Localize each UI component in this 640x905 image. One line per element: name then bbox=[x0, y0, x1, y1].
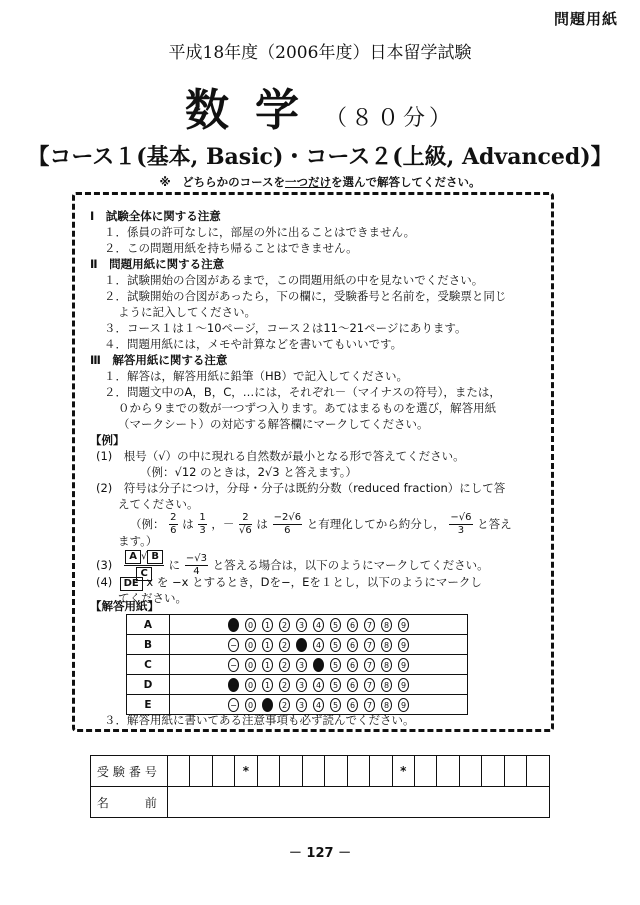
bubble[interactable]: 4 bbox=[313, 618, 324, 632]
page-number: － 127 － bbox=[288, 846, 352, 861]
section-3-title: Ⅲ 解答用紙に関する注意 bbox=[90, 353, 228, 367]
answer-row bbox=[127, 675, 468, 695]
fraction-denominator: 4 bbox=[193, 566, 200, 577]
subject-heading bbox=[0, 74, 640, 138]
exam-number-label: 受験番号 bbox=[91, 756, 168, 787]
bubble[interactable]: 9 bbox=[398, 678, 409, 692]
section-2-item-2: ２．試験開始の合図があったら，下の欄に，受験番号と名前を，受験票と同じ bbox=[104, 289, 507, 303]
example-2-fractions bbox=[130, 513, 512, 536]
exam-number-cell[interactable] bbox=[280, 756, 302, 787]
exam-number-cell[interactable] bbox=[212, 756, 234, 787]
bubble[interactable]: 3 bbox=[296, 658, 307, 672]
bubble[interactable]: 9 bbox=[398, 638, 409, 652]
exam-number-asterisk: * bbox=[235, 756, 257, 787]
fraction-denominator: 6 bbox=[284, 525, 291, 536]
label-de: DE bbox=[120, 577, 143, 591]
ex2-wa-2: は bbox=[256, 517, 268, 531]
bubble[interactable]: 2 bbox=[279, 698, 290, 712]
filled-bubble[interactable]: − bbox=[228, 618, 239, 632]
exam-number-cell[interactable] bbox=[482, 756, 504, 787]
answer-row-label: A bbox=[127, 615, 170, 635]
example-1: (1) 根号（√）の中に現れる自然数が最小となる形で答えてください。 bbox=[96, 449, 465, 463]
bubble[interactable]: 5 bbox=[330, 678, 341, 692]
exam-number-cell[interactable] bbox=[437, 756, 459, 787]
example-4-cont: てください。 bbox=[118, 591, 187, 605]
fraction-denominator: √6 bbox=[239, 525, 252, 536]
bubble[interactable]: 7 bbox=[364, 698, 375, 712]
bubble[interactable]: 0 bbox=[245, 638, 256, 652]
section-2-title: Ⅱ 問題用紙に関する注意 bbox=[90, 257, 225, 271]
section-2-item-3: ３．コース１は１〜10ページ，コース２は11〜21ページにあります。 bbox=[104, 321, 467, 335]
answer-row-label: C bbox=[127, 655, 170, 675]
bubble[interactable]: 3 bbox=[296, 678, 307, 692]
course-line: 【コース１(基本, Basic)・コース２(上級, Advanced)】 bbox=[27, 144, 613, 170]
section-1-item-1: １．係員の許可なしに，部屋の外に出ることはできません。 bbox=[104, 225, 416, 239]
exam-number-cell[interactable] bbox=[190, 756, 212, 787]
bubble[interactable]: 2 bbox=[279, 638, 290, 652]
fraction-2-root6 bbox=[239, 513, 252, 536]
bubble[interactable]: 7 bbox=[364, 618, 375, 632]
bubble[interactable]: 0 bbox=[245, 678, 256, 692]
bubble[interactable]: 2 bbox=[279, 658, 290, 672]
registration-table bbox=[90, 755, 550, 818]
example-4 bbox=[96, 574, 482, 591]
bubble[interactable]: 5 bbox=[330, 618, 341, 632]
bubble-cell bbox=[170, 635, 468, 655]
bubble[interactable]: 3 bbox=[296, 698, 307, 712]
example-title: 【例】 bbox=[90, 433, 125, 447]
bubble[interactable]: 1 bbox=[262, 678, 273, 692]
footer-note: ３．解答用紙に書いてある注意事項も必ず読んでください。 bbox=[104, 713, 415, 727]
fraction-numerator: −√6 bbox=[450, 512, 472, 523]
fraction-numerator: −√3 bbox=[185, 553, 207, 564]
fraction-numerator: 1 bbox=[199, 512, 206, 523]
ex2-mid: と有理化してから約分し， bbox=[306, 517, 445, 531]
exam-number-cell[interactable] bbox=[414, 756, 436, 787]
exam-title: 平成18年度（2006年度）日本留学試験 bbox=[168, 43, 472, 63]
bubble[interactable]: 5 bbox=[330, 698, 341, 712]
choose-note-suffix: を選んで解答してください。 bbox=[331, 175, 481, 189]
label-b: B bbox=[147, 550, 163, 564]
answer-row-label: D bbox=[127, 675, 170, 695]
exam-number-cell[interactable] bbox=[527, 756, 550, 787]
bubble[interactable]: 4 bbox=[313, 678, 324, 692]
corner-label: 問題用紙 bbox=[553, 10, 618, 28]
choose-note bbox=[0, 174, 640, 190]
answer-row-label: B bbox=[127, 635, 170, 655]
bubble-cell bbox=[170, 675, 468, 695]
bubble[interactable]: 1 bbox=[262, 618, 273, 632]
fraction-numerator: −2√6 bbox=[273, 512, 302, 523]
filled-bubble[interactable]: 1 bbox=[262, 698, 273, 712]
bubble[interactable]: 5 bbox=[330, 658, 341, 672]
answer-row bbox=[127, 615, 468, 635]
exam-number-asterisk: * bbox=[392, 756, 414, 787]
answer-row bbox=[127, 655, 468, 675]
ex2-wa-1: は bbox=[182, 517, 194, 531]
label-numerator bbox=[124, 550, 164, 566]
duration: （８０分） bbox=[324, 106, 455, 131]
bubble[interactable]: 2 bbox=[279, 678, 290, 692]
bubble[interactable]: 1 bbox=[262, 638, 273, 652]
fraction-denominator: 3 bbox=[199, 525, 206, 536]
section-1-item-2: ２．この問題用紙を持ち帰ることはできません。 bbox=[104, 241, 358, 255]
fraction-numerator: 2 bbox=[239, 513, 252, 525]
section-3-item-2-cont2: （マークシート）の対応する解答欄にマークしてください。 bbox=[118, 417, 429, 431]
bubble[interactable]: 7 bbox=[364, 658, 375, 672]
label-c: C bbox=[136, 567, 151, 581]
fraction-neg2root6-6 bbox=[273, 513, 302, 536]
bubble[interactable]: 3 bbox=[296, 618, 307, 632]
exam-number-cell[interactable] bbox=[257, 756, 279, 787]
bubble[interactable]: − bbox=[228, 698, 239, 712]
name-label: 名 前 bbox=[91, 787, 168, 818]
bubble[interactable]: 5 bbox=[330, 638, 341, 652]
exam-number-cell[interactable] bbox=[325, 756, 347, 787]
bubble-cell bbox=[170, 615, 468, 635]
section-2-item-1: １．試験開始の合図があるまで，この問題用紙の中を見ないでください。 bbox=[104, 273, 484, 287]
section-1-title: Ⅰ 試験全体に関する注意 bbox=[90, 209, 221, 223]
ex4-text: x を −x とするとき，Dを−，Eを１とし，以下のようにマークし bbox=[146, 575, 482, 589]
bubble-cell bbox=[170, 655, 468, 675]
bubble[interactable]: 2 bbox=[279, 618, 290, 632]
answer-row-label: E bbox=[127, 695, 170, 715]
fraction-denominator: 6 bbox=[170, 525, 177, 536]
bubble[interactable]: 9 bbox=[398, 658, 409, 672]
fraction-denominator: 3 bbox=[457, 525, 465, 536]
bubble[interactable]: 9 bbox=[398, 698, 409, 712]
ex3-prefix: (3) bbox=[96, 558, 113, 572]
ex2-prefix: （例： bbox=[130, 517, 165, 531]
fraction-2-6 bbox=[169, 513, 177, 536]
answer-row bbox=[127, 635, 468, 655]
bubble[interactable]: 0 bbox=[245, 618, 256, 632]
bubble[interactable]: 9 bbox=[398, 618, 409, 632]
bubble[interactable]: 6 bbox=[347, 638, 358, 652]
bubble[interactable]: 8 bbox=[381, 618, 392, 632]
ex2-end: と答え bbox=[477, 517, 512, 531]
ex3-suffix: と答える場合は，以下のようにマークしてください。 bbox=[212, 558, 489, 572]
exam-number-cell[interactable] bbox=[370, 756, 392, 787]
section-2-item-2-cont: ように記入してください。 bbox=[118, 305, 256, 319]
section-3-item-1: １．解答は，解答用紙に鉛筆（HB）で記入してください。 bbox=[104, 369, 409, 383]
bubble[interactable]: 4 bbox=[313, 638, 324, 652]
choose-note-underlined: 一つだけ bbox=[285, 175, 332, 189]
fraction-1-3 bbox=[198, 513, 206, 536]
subject-title: 数学 bbox=[184, 85, 325, 136]
label-a: A bbox=[125, 550, 141, 564]
exam-number-cell[interactable] bbox=[347, 756, 369, 787]
bubble[interactable]: − bbox=[228, 638, 239, 652]
exam-number-cell[interactable] bbox=[459, 756, 481, 787]
choose-note-prefix: ※ どちらかのコースを bbox=[159, 175, 286, 189]
bubble[interactable]: 8 bbox=[381, 678, 392, 692]
section-2-item-4: ４．問題用紙には，メモや計算などを書いてもいいです。 bbox=[104, 337, 403, 351]
bubble[interactable]: 7 bbox=[364, 678, 375, 692]
bubble[interactable]: 4 bbox=[313, 698, 324, 712]
bubble[interactable]: 7 bbox=[364, 638, 375, 652]
example-1-detail: （例：√12 のときは，2√3 と答えます。） bbox=[140, 465, 358, 479]
filled-bubble[interactable]: − bbox=[228, 678, 239, 692]
bubble[interactable]: 0 bbox=[245, 698, 256, 712]
bubble[interactable]: 6 bbox=[347, 678, 358, 692]
exam-number-cell[interactable] bbox=[167, 756, 189, 787]
bubble[interactable]: 1 bbox=[262, 658, 273, 672]
bubble[interactable]: 8 bbox=[381, 638, 392, 652]
bubble[interactable]: 6 bbox=[347, 618, 358, 632]
section-3-item-2-cont: ０から９までの数が一つずつ入ります。あてはまるものを選び，解答用紙 bbox=[118, 401, 497, 415]
fraction-negroot6-3 bbox=[449, 513, 472, 536]
example-2: (2) 符号は分子につけ，分母・分子は既約分数（reduced fraction）にして答 bbox=[96, 481, 506, 495]
section-3-item-2: ２．問題文中のA，B，C，…には，それぞれ－（マイナスの符号），または， bbox=[104, 385, 501, 399]
ex2-sep: ，－ bbox=[211, 517, 235, 531]
example-2-cont: えてください。 bbox=[118, 497, 199, 511]
bubble[interactable]: − bbox=[228, 658, 239, 672]
bubble[interactable]: 8 bbox=[381, 698, 392, 712]
exam-number-cell[interactable] bbox=[504, 756, 526, 787]
exam-number-cell[interactable] bbox=[302, 756, 324, 787]
ex3-ni: に bbox=[168, 558, 181, 572]
bubble[interactable]: 8 bbox=[381, 658, 392, 672]
filled-bubble[interactable]: 4 bbox=[313, 658, 324, 672]
exam-number-row bbox=[91, 756, 550, 787]
name-row bbox=[91, 787, 550, 818]
example-2-end: ます。） bbox=[118, 534, 158, 548]
bubble[interactable]: 6 bbox=[347, 658, 358, 672]
name-field[interactable] bbox=[167, 787, 549, 818]
answer-sheet-title: 【解答用紙】 bbox=[90, 599, 159, 613]
answer-grid bbox=[126, 614, 468, 715]
bubble[interactable]: 0 bbox=[245, 658, 256, 672]
filled-bubble[interactable]: 3 bbox=[296, 638, 307, 652]
ex4-prefix: (4) bbox=[96, 575, 113, 589]
fraction-numerator: 2 bbox=[170, 512, 177, 523]
root-symbol: √ bbox=[141, 551, 148, 562]
bubble[interactable]: 6 bbox=[347, 698, 358, 712]
